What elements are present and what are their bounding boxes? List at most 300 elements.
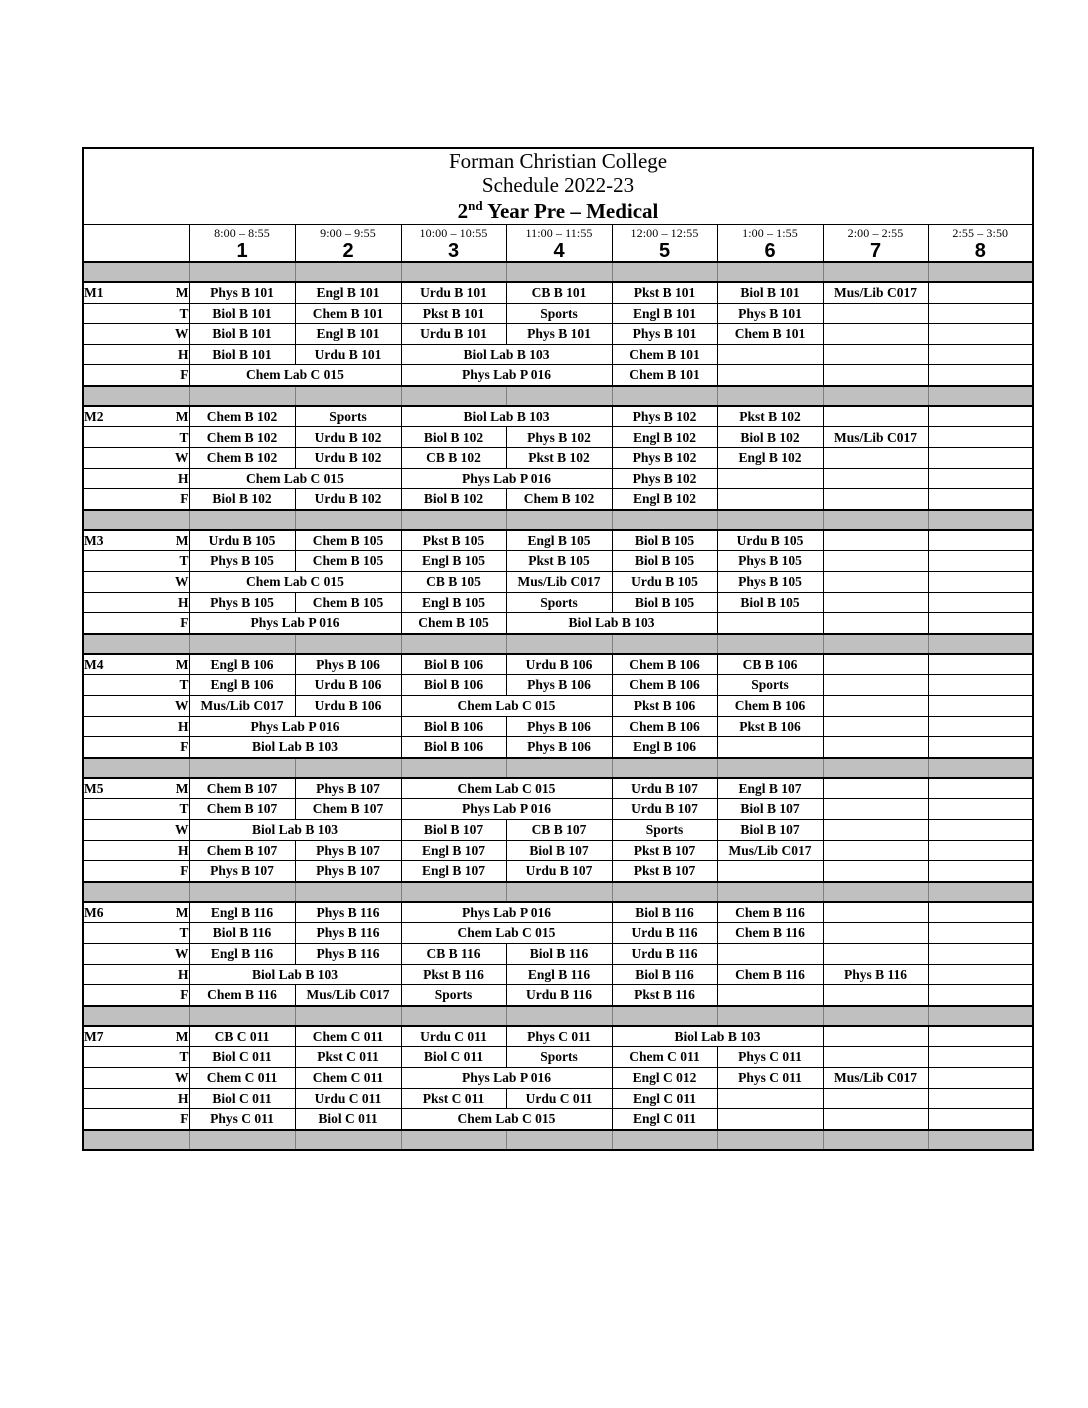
period-header-3 [401,224,506,262]
schedule-row-M4-H [83,716,1033,737]
separator-cell [717,386,823,406]
separator-cell [612,1006,717,1026]
row-label-M4-W [83,696,189,717]
title-block [83,148,1033,224]
class-cell: Urdu B 107 [612,799,717,820]
schedule-sheet [82,147,1032,1151]
period-header-6 [717,224,823,262]
class-cell: Biol B 105 [612,551,717,572]
class-cell: Chem B 106 [612,654,717,675]
empty-cell [823,778,928,799]
schedule-table [82,147,1034,1151]
day-label: W [175,450,189,466]
schedule-row-M5-M [83,778,1033,799]
day-label: W [175,574,189,590]
class-cell: Phys B 107 [295,778,401,799]
class-cell: Sports [295,406,401,427]
day-label: T [179,429,189,445]
class-cell: Phys Lab P 016 [401,365,612,386]
class-cell: Phys B 106 [506,737,612,758]
empty-cell [928,551,1033,572]
day-label: W [175,822,189,838]
row-label-M2-H [83,468,189,489]
block-separator-before-M4 [83,634,1033,654]
separator-cell [295,510,401,530]
separator-cell [295,262,401,282]
class-cell: Phys Lab P 016 [401,468,612,489]
class-cell: Biol B 105 [612,530,717,551]
period-header-5 [612,224,717,262]
separator-cell [717,1006,823,1026]
row-label-M1-F [83,365,189,386]
empty-cell [928,799,1033,820]
class-cell: Phys Lab P 016 [189,716,401,737]
class-cell: Phys B 101 [189,282,295,303]
empty-cell [823,530,928,551]
empty-cell [717,1109,823,1130]
schedule-row-M6-W [83,943,1033,964]
empty-cell [928,303,1033,324]
schedule-row-M2-T [83,427,1033,448]
period-header-8 [928,224,1033,262]
empty-cell [823,696,928,717]
empty-cell [928,427,1033,448]
separator-cell [506,634,612,654]
institution-name: Forman Christian College [448,149,668,173]
schedule-row-M3-M [83,530,1033,551]
class-cell: Chem C 011 [295,1067,401,1088]
empty-cell [717,489,823,510]
period-time-6: 1:00 – 1:55 [742,225,798,240]
class-cell: Biol B 106 [401,654,506,675]
class-cell: Chem B 102 [189,406,295,427]
empty-cell [823,799,928,820]
separator-cell [823,1130,928,1150]
empty-cell [928,489,1033,510]
class-cell: Urdu B 106 [506,654,612,675]
class-cell: Chem B 101 [612,365,717,386]
schedule-row-M7-T [83,1047,1033,1068]
class-cell: CB C 011 [189,1026,295,1047]
empty-cell [928,654,1033,675]
class-cell: Pkst B 106 [717,716,823,737]
row-label-M5-F [83,861,189,882]
class-cell: Biol B 116 [506,943,612,964]
class-cell: Biol B 107 [401,819,506,840]
empty-cell [823,344,928,365]
class-cell: Phys C 011 [717,1067,823,1088]
block-separator-before-M2 [83,386,1033,406]
separator-cell [928,386,1033,406]
class-cell: Mus/Lib C017 [823,282,928,303]
class-cell: Urdu B 107 [506,861,612,882]
class-cell: Biol B 106 [401,675,506,696]
class-cell: Pkst B 101 [612,282,717,303]
schedule-row-M5-T [83,799,1033,820]
day-label: W [175,698,189,714]
period-time-1: 8:00 – 8:55 [214,225,270,240]
row-label-M3-F [83,613,189,634]
class-cell: Engl B 107 [401,840,506,861]
separator-cell [506,882,612,902]
class-cell: Mus/Lib C017 [189,696,295,717]
class-cell: CB B 106 [717,654,823,675]
class-cell: Chem B 107 [189,799,295,820]
separator-cell [401,758,506,778]
empty-cell [928,819,1033,840]
block-id-label: M2 [84,408,104,424]
day-label: W [175,945,189,961]
day-label: T [179,801,189,817]
separator-cell [506,758,612,778]
day-label: H [177,470,189,486]
class-cell: Chem C 011 [612,1047,717,1068]
period-time-4: 11:00 – 11:55 [525,225,593,240]
class-cell: Engl B 116 [189,902,295,923]
class-cell: Biol B 105 [612,592,717,613]
class-cell: Phys B 107 [295,840,401,861]
row-label-M2-W [83,448,189,469]
row-label-M4-H [83,716,189,737]
row-label-M3-T [83,551,189,572]
separator-cell [612,634,717,654]
day-label: F [180,491,189,507]
program-title [84,199,1032,224]
class-cell: Sports [612,819,717,840]
class-cell: Sports [506,1047,612,1068]
class-cell: Engl B 105 [401,551,506,572]
class-cell: Phys B 105 [189,592,295,613]
class-cell: Mus/Lib C017 [506,572,612,593]
separator-cell [401,1006,506,1026]
separator-cell [823,1006,928,1026]
separator-cell [83,882,189,902]
separator-cell [401,510,506,530]
class-cell: Phys B 107 [189,861,295,882]
period-time-3: 10:00 – 10:55 [419,225,488,240]
empty-cell [823,840,928,861]
schedule-row-M7-H [83,1088,1033,1109]
class-cell: Urdu B 105 [717,530,823,551]
class-cell: Engl B 101 [295,324,401,345]
class-cell: Biol B 107 [717,799,823,820]
day-label: W [175,326,189,342]
class-cell: Pkst B 101 [401,303,506,324]
empty-cell [717,1088,823,1109]
row-label-M6-T [83,923,189,944]
class-cell: Chem B 106 [717,696,823,717]
period-number-1: 1 [236,239,248,262]
class-cell: Engl B 116 [506,964,612,985]
class-cell: CB B 107 [506,819,612,840]
row-label-M7-H [83,1088,189,1109]
empty-cell [823,1047,928,1068]
empty-cell [928,448,1033,469]
class-cell: Engl B 105 [506,530,612,551]
class-cell: Phys B 106 [506,716,612,737]
day-label: M [175,1028,189,1044]
empty-cell [823,861,928,882]
class-cell: Biol B 107 [506,840,612,861]
day-label: M [175,284,189,300]
class-cell: Chem B 116 [189,985,295,1006]
row-label-M5-T [83,799,189,820]
schedule-year: Schedule 2022-23 [481,173,635,198]
class-cell: Chem B 102 [189,427,295,448]
separator-cell [189,758,295,778]
empty-cell [823,675,928,696]
empty-cell [717,613,823,634]
empty-cell [928,840,1033,861]
row-label-M5-M [83,778,189,799]
row-label-M2-T [83,427,189,448]
empty-cell [928,592,1033,613]
day-label: T [179,1049,189,1065]
separator-cell [717,758,823,778]
schedule-row-M5-W [83,819,1033,840]
separator-cell [401,882,506,902]
schedule-row-M4-M [83,654,1033,675]
day-label: M [175,408,189,424]
separator-cell [189,1006,295,1026]
separator-cell [823,386,928,406]
empty-cell [823,406,928,427]
separator-cell [83,1130,189,1150]
class-cell: Engl B 102 [717,448,823,469]
empty-cell [717,861,823,882]
program-ordinal: 2 [457,198,469,223]
row-label-M6-H [83,964,189,985]
row-label-M7-T [83,1047,189,1068]
separator-cell [612,510,717,530]
separator-cell [928,262,1033,282]
empty-cell [823,923,928,944]
class-cell: Chem Lab C 015 [401,696,612,717]
separator-cell [295,758,401,778]
class-cell: Phys B 102 [612,468,717,489]
separator-cell [401,1130,506,1150]
empty-cell [823,592,928,613]
empty-cell [823,324,928,345]
class-cell: Engl B 102 [612,489,717,510]
class-cell: Biol Lab B 103 [401,344,612,365]
class-cell: CB B 101 [506,282,612,303]
separator-cell [83,386,189,406]
separator-cell [717,1130,823,1150]
separator-cell [928,882,1033,902]
class-cell: Mus/Lib C017 [823,427,928,448]
empty-cell [928,282,1033,303]
class-cell: Biol B 102 [189,489,295,510]
class-cell: Biol C 011 [295,1109,401,1130]
class-cell: CB B 116 [401,943,506,964]
class-cell: Chem B 105 [401,613,506,634]
separator-cell [823,882,928,902]
empty-cell [823,819,928,840]
class-cell: Engl B 107 [717,778,823,799]
day-label: F [180,615,189,631]
period-header-7 [823,224,928,262]
schedule-row-M2-M [83,406,1033,427]
class-cell: Engl B 107 [401,861,506,882]
class-cell: Engl B 106 [189,675,295,696]
empty-cell [717,737,823,758]
empty-cell [823,985,928,1006]
class-cell: Biol Lab B 103 [189,964,401,985]
separator-cell [189,1130,295,1150]
class-cell: Biol Lab B 103 [612,1026,823,1047]
empty-cell [928,530,1033,551]
separator-cell [928,758,1033,778]
empty-cell [928,572,1033,593]
class-cell: Phys Lab P 016 [401,902,612,923]
row-label-M3-W [83,572,189,593]
empty-cell [823,737,928,758]
row-label-M7-M [83,1026,189,1047]
class-cell: Engl C 011 [612,1109,717,1130]
row-label-M1-M [83,282,189,303]
class-cell: Engl C 012 [612,1067,717,1088]
day-label: F [180,863,189,879]
row-label-M1-H [83,344,189,365]
class-cell: Mus/Lib C017 [717,840,823,861]
empty-cell [928,737,1033,758]
class-cell: Phys Lab P 016 [401,1067,612,1088]
class-cell: Biol Lab B 103 [189,819,401,840]
separator-cell [928,1006,1033,1026]
day-label: M [175,780,189,796]
class-cell: Phys C 011 [506,1026,612,1047]
period-number-3: 3 [447,239,460,262]
schedule-row-M4-F [83,737,1033,758]
empty-cell [823,572,928,593]
empty-cell [928,675,1033,696]
separator-cell [189,634,295,654]
empty-cell [928,1026,1033,1047]
class-cell: Engl B 101 [612,303,717,324]
class-cell: Phys C 011 [717,1047,823,1068]
empty-cell [928,468,1033,489]
row-label-M7-W [83,1067,189,1088]
class-cell: Engl B 102 [612,427,717,448]
separator-cell [928,1130,1033,1150]
row-label-M4-F [83,737,189,758]
class-cell: Engl B 105 [401,592,506,613]
schedule-row-M3-T [83,551,1033,572]
empty-cell [823,365,928,386]
class-cell: Phys B 101 [717,303,823,324]
class-cell: Phys B 116 [823,964,928,985]
block-id-label: M6 [84,904,104,920]
class-cell: Urdu C 011 [295,1088,401,1109]
class-cell: Phys B 107 [295,861,401,882]
separator-cell [612,1130,717,1150]
program-name: Year Pre – Medical [482,198,659,223]
class-cell: Phys B 105 [717,572,823,593]
class-cell: Chem Lab C 015 [189,572,401,593]
schedule-row-M5-H [83,840,1033,861]
empty-cell [928,985,1033,1006]
empty-cell [823,489,928,510]
schedule-row-M6-M [83,902,1033,923]
class-cell: Biol B 116 [612,964,717,985]
class-cell: Engl B 106 [612,737,717,758]
class-cell: Biol B 107 [717,819,823,840]
class-cell: Urdu B 102 [295,427,401,448]
empty-cell [928,324,1033,345]
class-cell: Urdu B 105 [612,572,717,593]
empty-cell [823,303,928,324]
class-cell: Biol B 116 [189,923,295,944]
class-cell: Biol B 101 [717,282,823,303]
row-label-M7-F [83,1109,189,1130]
separator-cell [295,1130,401,1150]
class-cell: Chem B 101 [717,324,823,345]
class-cell: Sports [506,303,612,324]
schedule-row-M3-F [83,613,1033,634]
block-id-label: M5 [84,780,104,796]
empty-cell [717,344,823,365]
schedule-row-M1-M [83,282,1033,303]
day-label: H [177,718,189,734]
class-cell: Chem B 116 [717,902,823,923]
empty-cell [823,613,928,634]
class-cell: Chem B 116 [717,923,823,944]
row-label-M2-F [83,489,189,510]
separator-cell [612,758,717,778]
class-cell: Chem Lab C 015 [189,468,401,489]
schedule-row-M7-M [83,1026,1033,1047]
day-label: H [177,594,189,610]
class-cell: Chem B 107 [189,778,295,799]
class-cell: Urdu B 106 [295,696,401,717]
class-cell: Biol B 106 [401,716,506,737]
class-cell: Chem B 107 [295,799,401,820]
separator-cell [717,882,823,902]
period-header-4 [506,224,612,262]
empty-cell [928,1047,1033,1068]
class-cell: Urdu C 011 [506,1088,612,1109]
day-label: M [175,904,189,920]
separator-cell [612,386,717,406]
class-cell: Biol B 101 [189,324,295,345]
separator-cell [506,1006,612,1026]
class-cell: Biol Lab B 103 [401,406,612,427]
empty-cell [928,861,1033,882]
class-cell: Pkst B 102 [506,448,612,469]
empty-cell [928,902,1033,923]
class-cell: Urdu B 101 [401,324,506,345]
class-cell: Pkst B 107 [612,840,717,861]
row-label-M6-F [83,985,189,1006]
empty-cell [823,1109,928,1130]
empty-cell [717,985,823,1006]
class-cell: Sports [717,675,823,696]
empty-cell [928,964,1033,985]
separator-cell [928,634,1033,654]
class-cell: Pkst B 107 [612,861,717,882]
class-cell: Urdu B 101 [295,344,401,365]
separator-cell [506,386,612,406]
empty-cell [928,923,1033,944]
day-label: F [180,367,189,383]
schedule-row-M3-H [83,592,1033,613]
class-cell: Urdu B 116 [612,943,717,964]
block-separator-before-M5 [83,758,1033,778]
class-cell: Biol Lab B 103 [189,737,401,758]
class-cell: Chem B 116 [717,964,823,985]
separator-cell [401,634,506,654]
